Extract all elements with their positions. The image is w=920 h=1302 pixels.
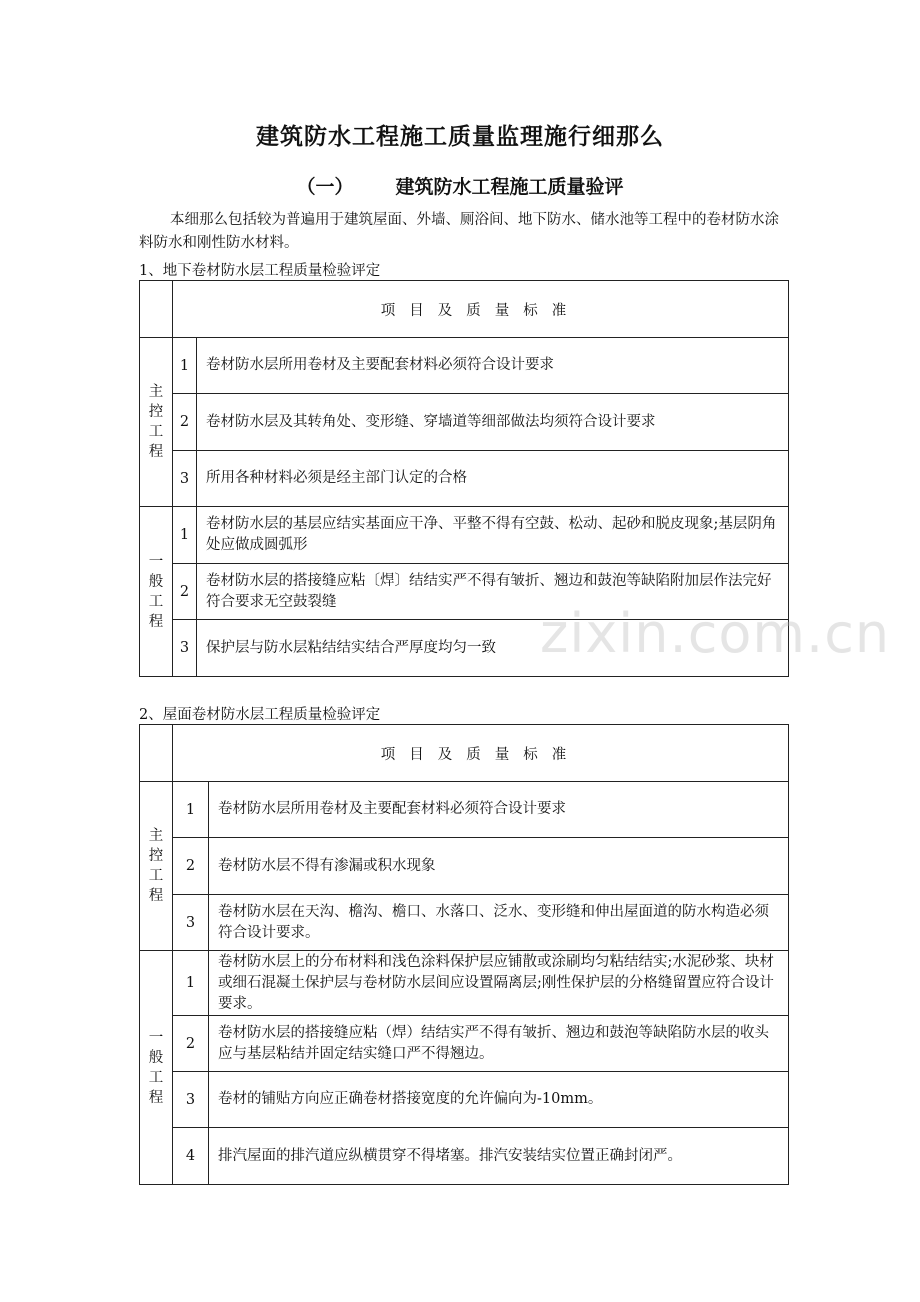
- table2-row-text: 卷材防水层上的分布材料和浅色涂料保护层应铺散或涂刷均匀粘结结实;水泥砂浆、块材或细石混凝土保护层与卷材防水层间应设置隔离层;刚性保护层的分格缝留置应符合设计要求。: [209, 951, 789, 1016]
- table2-caption: 2、屋面卷材防水层工程质量检验评定: [139, 707, 381, 723]
- section-heading: [0, 172, 920, 199]
- table1-row-number: 3: [173, 451, 197, 507]
- document-title: 建筑防水工程施工质量监理施行细那么: [256, 123, 664, 150]
- table1-main-category-label: 主控工程: [148, 384, 164, 460]
- section-heading-number: （一）: [296, 176, 354, 198]
- table1-row-text: 保护层与防水层粘结结实结合严厚度均匀一致: [197, 620, 789, 677]
- table2-row-number: 1: [173, 951, 209, 1016]
- table2-header: 项目及质量标准: [173, 725, 789, 782]
- table1-row-number: 1: [173, 338, 197, 394]
- table2-general-category: [140, 951, 173, 1185]
- table2-row-text: 卷材防水层在天沟、檐沟、檐口、水落口、泛水、变形缝和伸出屋面道的防水构造必须符合设计要求。: [209, 895, 789, 951]
- table2-row-number: 3: [173, 895, 209, 951]
- table2-row-text: 卷材防水层所用卷材及主要配套材料必须符合设计要求: [209, 782, 789, 838]
- table2-row-number: 4: [173, 1128, 209, 1185]
- table1-row-text: 卷材防水层的搭接缝应粘〔焊〕结结实严不得有皱折、翘边和鼓泡等缺陷附加层作法完好符合要求无空鼓裂缝: [197, 564, 789, 620]
- table1-row-text: 所用各种材料必须是经主部门认定的合格: [197, 451, 789, 507]
- table1-row-number: 2: [173, 564, 197, 620]
- table2: [139, 724, 789, 1185]
- section-heading-text: 建筑防水工程施工质量验评: [395, 176, 624, 198]
- intro-paragraph: 本细那么包括较为普遍用于建筑屋面、外墙、厕浴间、地下防水、储水池等工程中的卷材防水涂料防水和刚性防水材料。: [139, 212, 779, 251]
- table2-row-text: 卷材的铺贴方向应正确卷材搭接宽度的允许偏向为-10mm。: [209, 1072, 789, 1128]
- table2-main-category-label: 主控工程: [148, 828, 164, 904]
- table1-row-number: 3: [173, 620, 197, 677]
- table2-row-text: 排汽屋面的排汽道应纵横贯穿不得堵塞。排汽安装结实位置正确封闭严。: [209, 1128, 789, 1185]
- table2-row-number: 3: [173, 1072, 209, 1128]
- table2-row-number: 1: [173, 782, 209, 838]
- table2-row-number: 2: [173, 838, 209, 895]
- table1-main-category: [140, 338, 173, 507]
- table2-main-category: [140, 782, 173, 951]
- table1-row-number: 1: [173, 507, 197, 564]
- table1-row-text: 卷材防水层的基层应结实基面应干净、平整不得有空鼓、松动、起砂和脱皮现象;基层阴角处应做成圆弧形: [197, 507, 789, 564]
- table1-general-category: [140, 507, 173, 677]
- table1-row-text: 卷材防水层及其转角处、变形缝、穿墙道等细部做法均须符合设计要求: [197, 394, 789, 451]
- table1-row-number: 2: [173, 394, 197, 451]
- table1-caption: 1、地下卷材防水层工程质量检验评定: [139, 263, 381, 279]
- table1-row-text: 卷材防水层所用卷材及主要配套材料必须符合设计要求: [197, 338, 789, 394]
- table2-general-category-label: 一般工程: [148, 1029, 164, 1106]
- table2-row-text: 卷材防水层的搭接缝应粘（焊）结结实严不得有皱折、翘边和鼓泡等缺陷防水层的收头应与基层粘结并固定结实缝口严不得翘边。: [209, 1016, 789, 1072]
- watermark: zixin.com.cn: [540, 602, 891, 665]
- table1-header: 项目及质量标准: [173, 281, 789, 338]
- table2-row-number: 2: [173, 1016, 209, 1072]
- table1-corner-cell: [140, 281, 173, 338]
- table2-row-text: 卷材防水层不得有渗漏或积水现象: [209, 838, 789, 895]
- table2-corner-cell: [140, 725, 173, 782]
- table1-general-category-label: 一般工程: [148, 553, 164, 630]
